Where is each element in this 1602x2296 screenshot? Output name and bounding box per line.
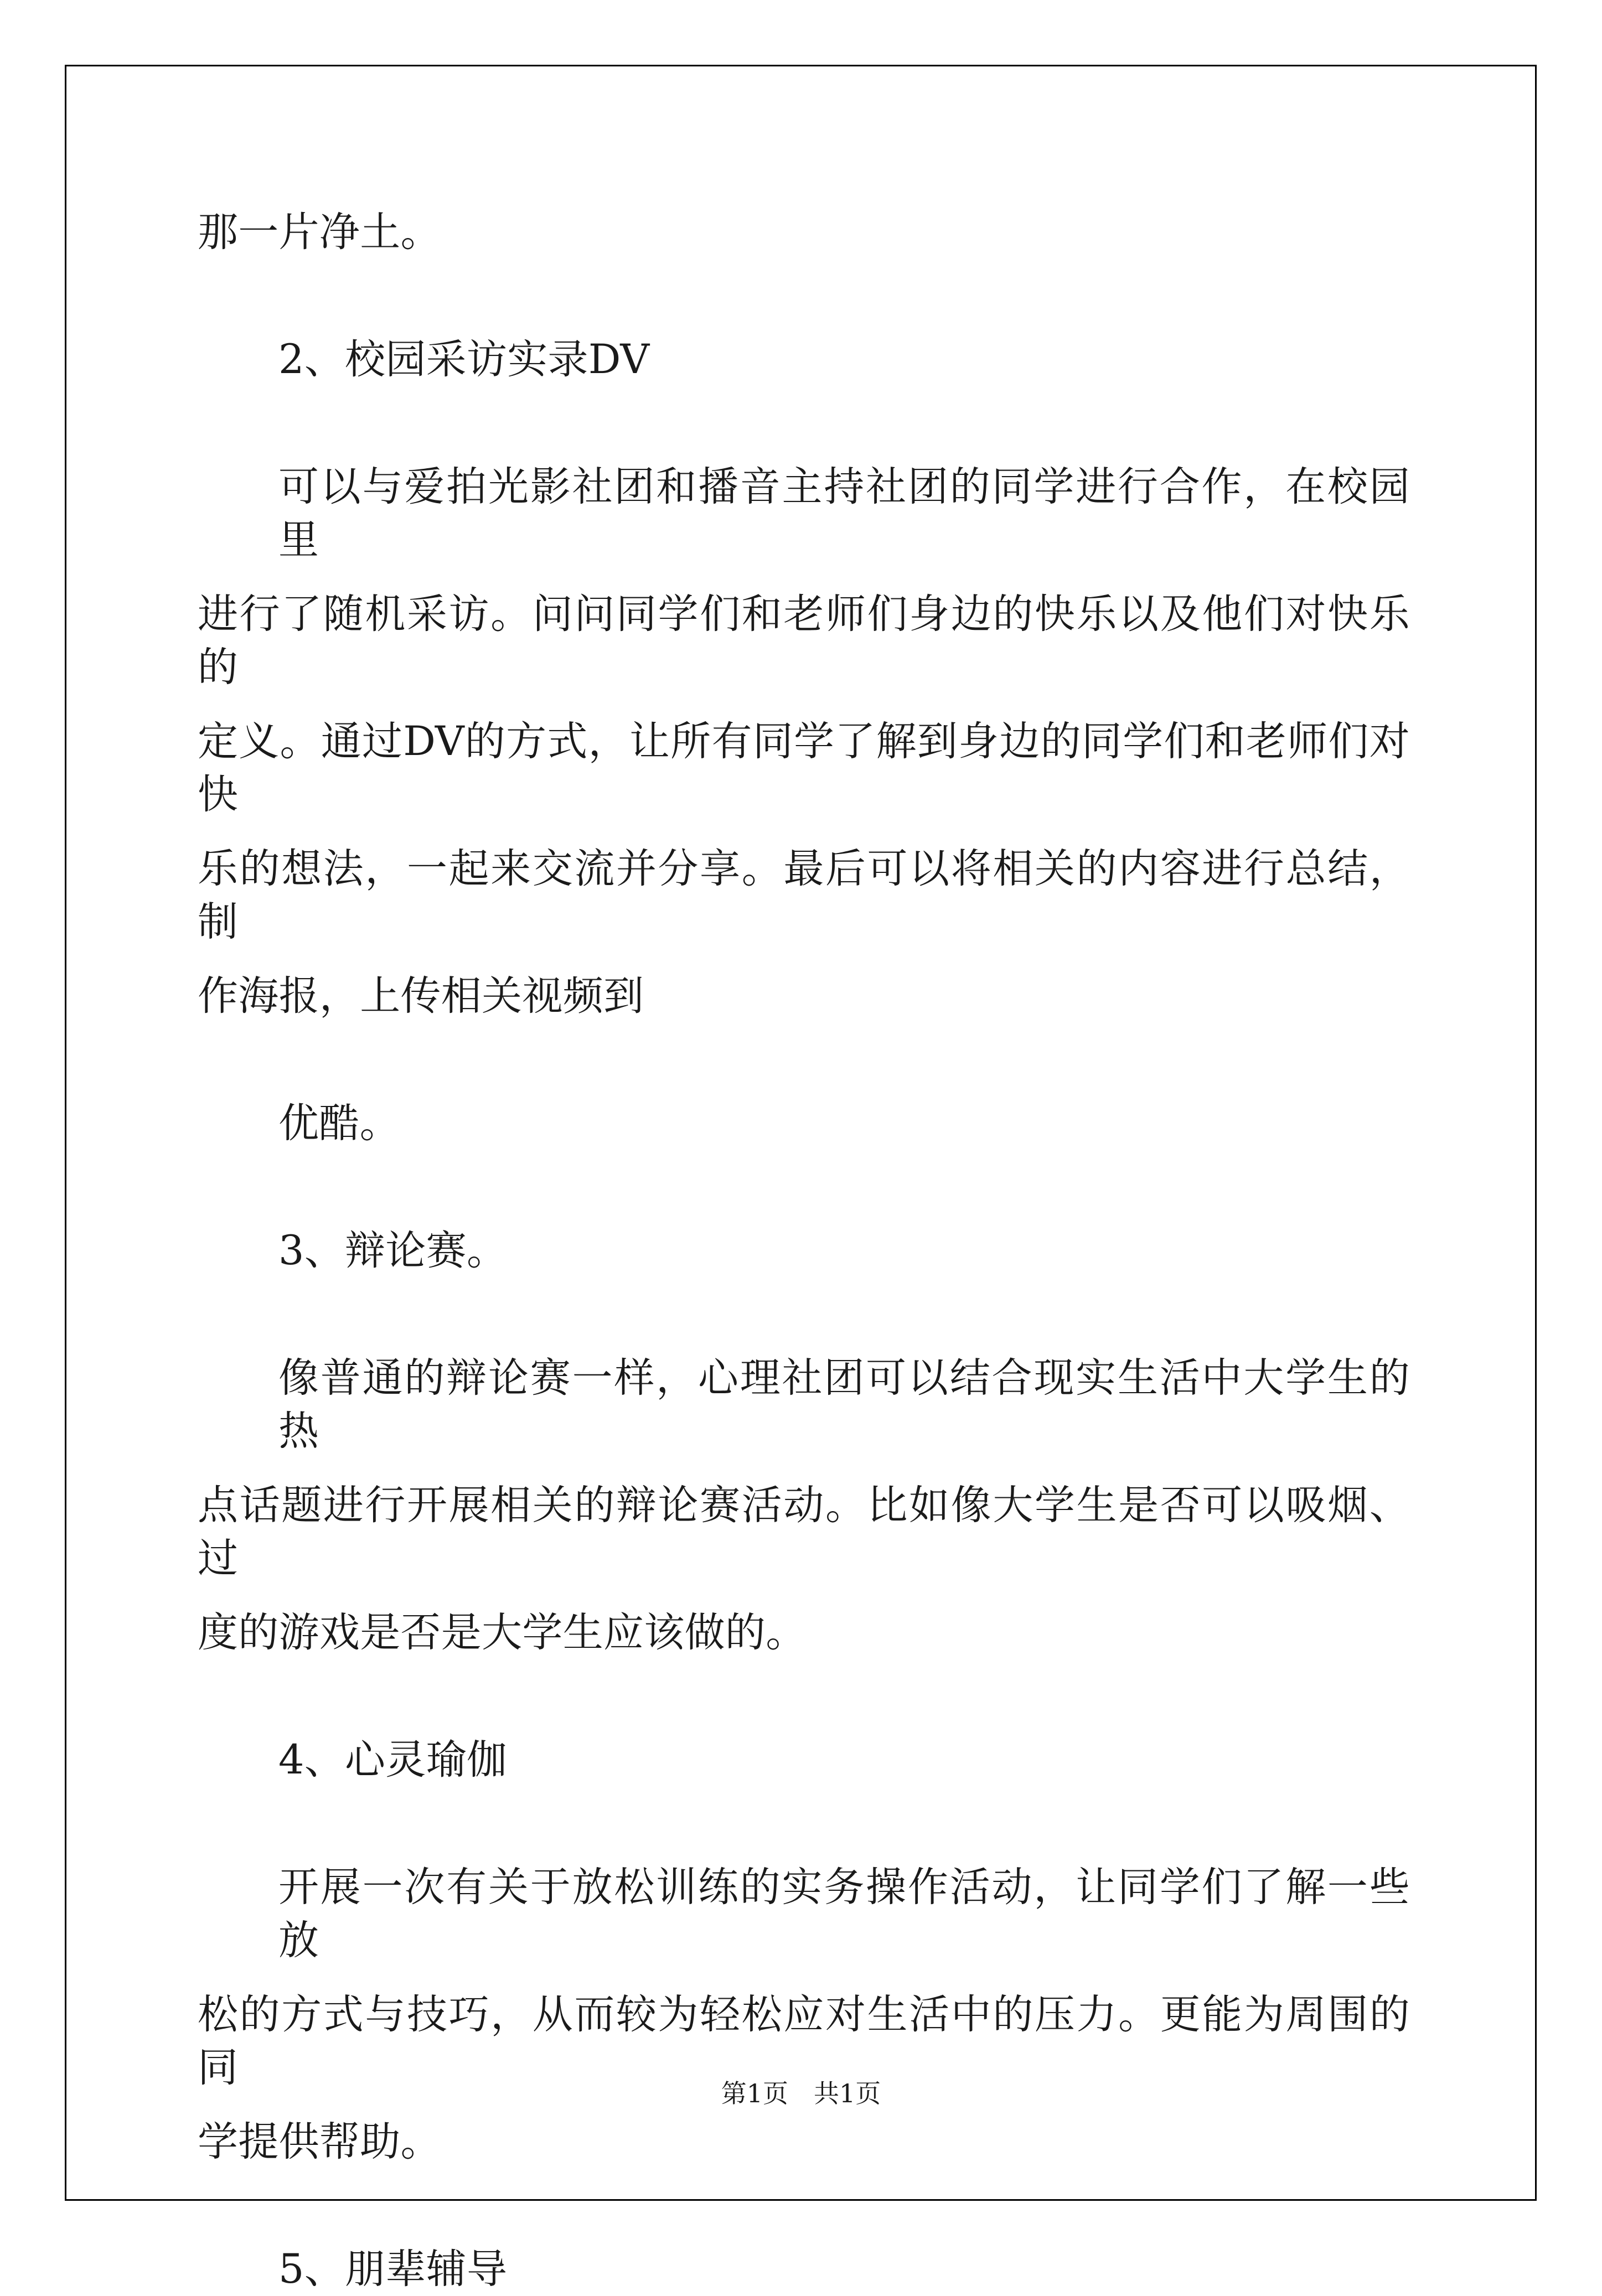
paragraph-line: 那一片净土。	[198, 209, 441, 256]
section-heading: 4、心灵瑜伽	[278, 1736, 508, 1783]
paragraph-line: 优酷。	[278, 1100, 400, 1147]
paragraph-line: 定义。通过DV的方式，让所有同学了解到身边的同学们和老师们对快	[198, 718, 1410, 818]
section-heading: 2、校园采访实录DV	[278, 336, 650, 383]
paragraph-line: 开展一次有关于放松训练的实务操作活动，让同学们了解一些放	[278, 1864, 1410, 1964]
page-number-footer: 第1页 共1页	[721, 2078, 881, 2108]
paragraph-line: 像普通的辩论赛一样，心理社团可以结合现实生活中大学生的热	[278, 1354, 1410, 1455]
section-heading: 5、朋辈辅导	[278, 2246, 508, 2293]
paragraph-line: 学提供帮助。	[198, 2118, 441, 2165]
paragraph-line: 乐的想法，一起来交流并分享。最后可以将相关的内容进行总结，制	[198, 845, 1410, 945]
paragraph-line: 进行了随机采访。问问同学们和老师们身边的快乐以及他们对快乐的	[198, 591, 1410, 691]
section-heading: 3、辩论赛。	[278, 1227, 508, 1274]
paragraph-line: 度的游戏是否是大学生应该做的。	[198, 1609, 807, 1656]
paragraph-line: 点话题进行开展相关的辩论赛活动。比如像大学生是否可以吸烟、过	[198, 1482, 1410, 1582]
paragraph-line: 可以与爱拍光影社团和播音主持社团的同学进行合作，在校园里	[278, 463, 1410, 563]
paragraph-line: 作海报，上传相关视频到	[198, 973, 644, 1020]
paragraph-line: 松的方式与技巧，从而较为轻松应对生活中的压力。更能为周围的同	[198, 1991, 1410, 2091]
